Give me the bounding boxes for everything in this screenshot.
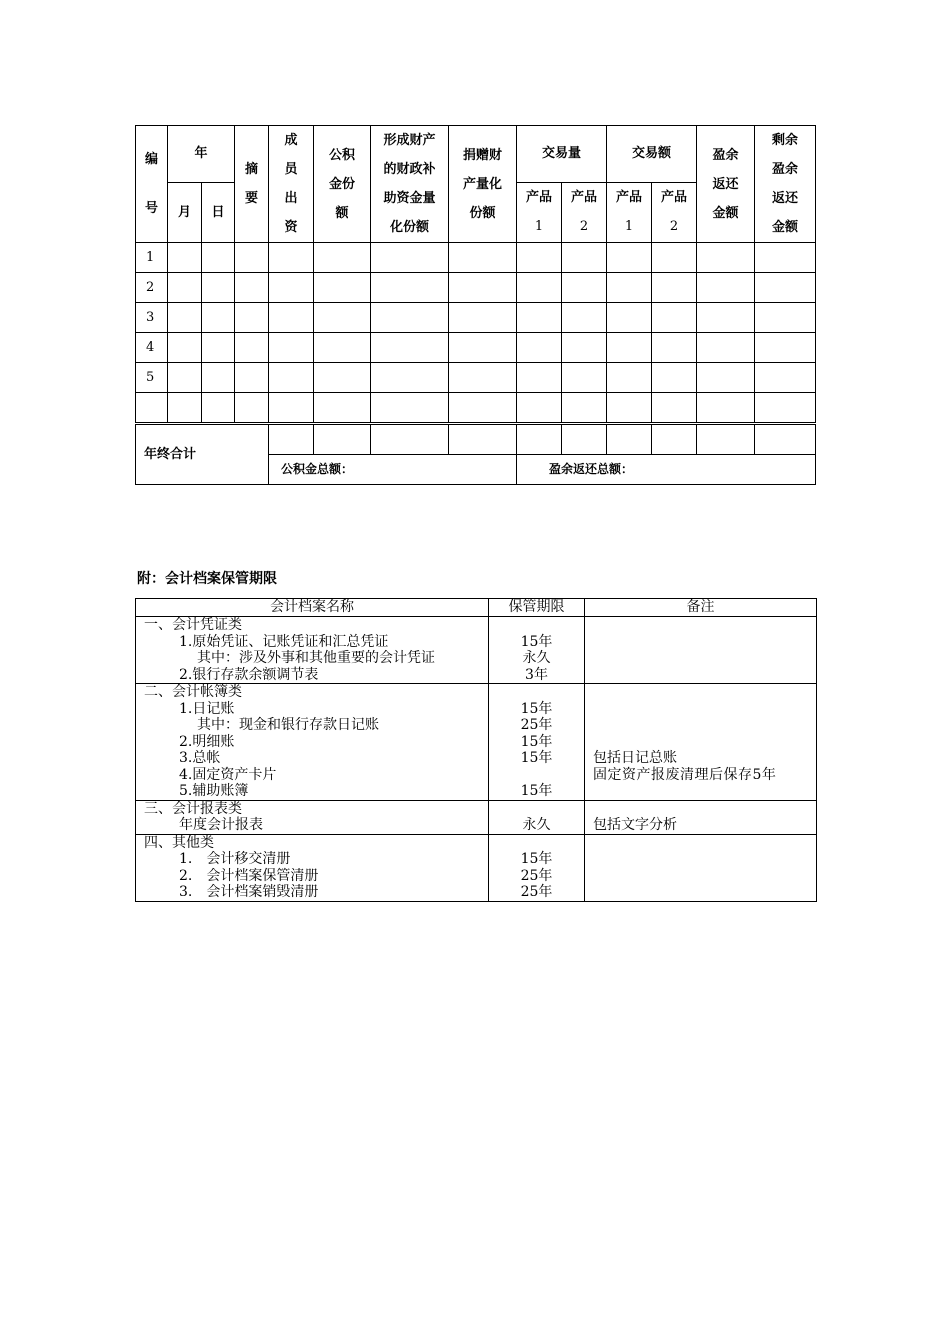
item-name: 2.银行存款余额调节表 <box>179 666 319 683</box>
header-text: 成 <box>284 133 298 148</box>
item-period <box>489 767 584 784</box>
header-text: 产品 <box>526 190 553 206</box>
item-period: 15年 <box>520 700 553 717</box>
section-title: 四、其他类 <box>144 834 214 851</box>
header-gongji <box>314 126 371 243</box>
table-row <box>136 243 816 273</box>
header-xingcheng <box>371 126 449 243</box>
header-text: 返还 <box>712 176 739 192</box>
item-period: 15年 <box>520 633 553 650</box>
header-text: 公积 <box>329 147 356 163</box>
header-jiaoyiliang: 交易量 <box>517 126 607 183</box>
header-text: 剩余 <box>772 133 799 148</box>
header-text: 盈余 <box>712 147 739 163</box>
item-note: 包括日记总账 <box>593 750 677 766</box>
section-row <box>136 684 817 801</box>
header-text: 助资金量 <box>383 191 436 206</box>
item-period: 15年 <box>520 750 553 766</box>
item-name: 5.辅助账簿 <box>179 783 249 799</box>
section-title: 三、会计报表类 <box>144 800 242 817</box>
item-note: 包括文字分析 <box>593 817 677 833</box>
header-text: 金份 <box>329 176 356 192</box>
item-period: 永久 <box>522 650 551 666</box>
section-periods <box>489 617 585 684</box>
item-name: 2. 会计档案保管清册 <box>179 867 319 884</box>
item-name: 1. 会计移交清册 <box>179 851 291 867</box>
header-text: 的财政补 <box>383 162 436 177</box>
section-periods <box>489 684 585 801</box>
header-text: 1 <box>624 219 634 235</box>
section-names <box>136 617 489 684</box>
col-header-note: 备注 <box>585 599 817 617</box>
table-row <box>136 273 816 303</box>
header-zhaiyao <box>235 126 269 243</box>
header-text: 出 <box>284 191 298 206</box>
item-name: 其中：现金和银行存款日记账 <box>197 717 379 733</box>
section-row <box>136 834 817 901</box>
header-text: 额 <box>335 205 349 221</box>
item-period: 15年 <box>520 851 553 867</box>
header-text: 形成财产 <box>383 133 436 148</box>
item-period: 永久 <box>522 817 551 833</box>
item-name: 1.日记账 <box>179 700 235 717</box>
col-header-period: 保管期限 <box>489 599 585 617</box>
item-period: 15年 <box>520 733 553 750</box>
header-jiaoyiliang-p2 <box>562 182 607 242</box>
item-period: 25年 <box>520 867 553 884</box>
header-text: 产品 <box>661 190 688 206</box>
item-name: 4.固定资产卡片 <box>179 766 277 783</box>
item-name: 1.原始凭证、记账凭证和汇总凭证 <box>179 633 389 650</box>
header-text: 金额 <box>772 220 799 235</box>
header-yue: 月 <box>168 182 202 242</box>
item-period: 3年 <box>525 666 548 683</box>
header-text: 产品 <box>571 190 598 206</box>
row-number: 2 <box>136 273 168 303</box>
item-name: 其中：涉及外事和其他重要的会计凭证 <box>197 650 435 666</box>
item-period: 25年 <box>520 884 553 900</box>
section-notes <box>585 684 817 801</box>
header-text: 2 <box>579 219 589 235</box>
header-text: 金额 <box>712 205 739 221</box>
header-bianhao <box>136 126 168 243</box>
header-text: 盈余 <box>772 162 799 177</box>
header-yingyu <box>697 126 755 243</box>
header-text: 2 <box>669 219 679 235</box>
header-text: 号 <box>144 201 158 216</box>
section-names <box>136 684 489 801</box>
section-names <box>136 834 489 901</box>
header-text: 资 <box>284 220 298 235</box>
item-name: 年度会计报表 <box>179 817 263 833</box>
section-title: 二、会计帐簿类 <box>144 684 242 700</box>
header-text: 1 <box>534 219 544 235</box>
item-period: 25年 <box>520 717 553 733</box>
section-notes <box>585 800 817 834</box>
col-header-name: 会计档案名称 <box>136 599 489 617</box>
section-notes <box>585 834 817 901</box>
row-number: 1 <box>136 243 168 273</box>
section-names <box>136 800 489 834</box>
row-number <box>136 393 168 424</box>
year-total-label: 年终合计 <box>136 424 269 485</box>
header-text: 编 <box>144 152 158 167</box>
item-name: 3.总帐 <box>179 750 221 766</box>
header-text: 返还 <box>772 191 799 206</box>
item-period: 15年 <box>520 783 553 799</box>
table-row <box>136 333 816 363</box>
gongjijin-total-label: 公积金总额： <box>269 455 517 485</box>
header-nian: 年 <box>168 126 235 183</box>
member-account-table <box>135 125 816 485</box>
item-name: 3. 会计档案销毁清册 <box>179 884 319 900</box>
header-text: 摘 <box>245 162 259 177</box>
header-text: 产量化 <box>463 176 503 192</box>
header-text: 捐赠财 <box>463 147 503 163</box>
header-text: 要 <box>245 191 259 206</box>
section-periods <box>489 834 585 901</box>
row-number: 3 <box>136 303 168 333</box>
header-jiaoyie: 交易额 <box>607 126 697 183</box>
section-notes <box>585 617 817 684</box>
header-text: 产品 <box>616 190 643 206</box>
item-name: 2.明细账 <box>179 733 235 750</box>
yingyu-total-label: 盈余返还总额： <box>517 455 816 485</box>
row-number: 5 <box>136 363 168 393</box>
row-number: 4 <box>136 333 168 363</box>
header-chengyuan <box>269 126 314 243</box>
table-row <box>136 393 816 424</box>
section-title: 一、会计凭证类 <box>144 617 242 633</box>
header-jiaoyiliang-p1 <box>517 182 562 242</box>
header-text: 化份额 <box>390 220 430 235</box>
table-header-row <box>136 599 817 617</box>
year-total-row <box>136 424 816 455</box>
section-row <box>136 800 817 834</box>
section-row <box>136 617 817 684</box>
header-text: 员 <box>284 162 298 177</box>
header-jiaoyie-p1 <box>607 182 652 242</box>
header-juanzeng <box>449 126 517 243</box>
header-ri: 日 <box>202 182 235 242</box>
header-jiaoyie-p2 <box>652 182 697 242</box>
header-shengyu <box>755 126 816 243</box>
archive-retention-table <box>135 598 817 902</box>
appendix-title: 附：会计档案保管期限 <box>137 571 277 587</box>
item-note: 固定资产报废清理后保存5年 <box>593 766 777 783</box>
table-row <box>136 363 816 393</box>
section-periods <box>489 800 585 834</box>
table-row <box>136 303 816 333</box>
header-text: 份额 <box>469 205 496 221</box>
